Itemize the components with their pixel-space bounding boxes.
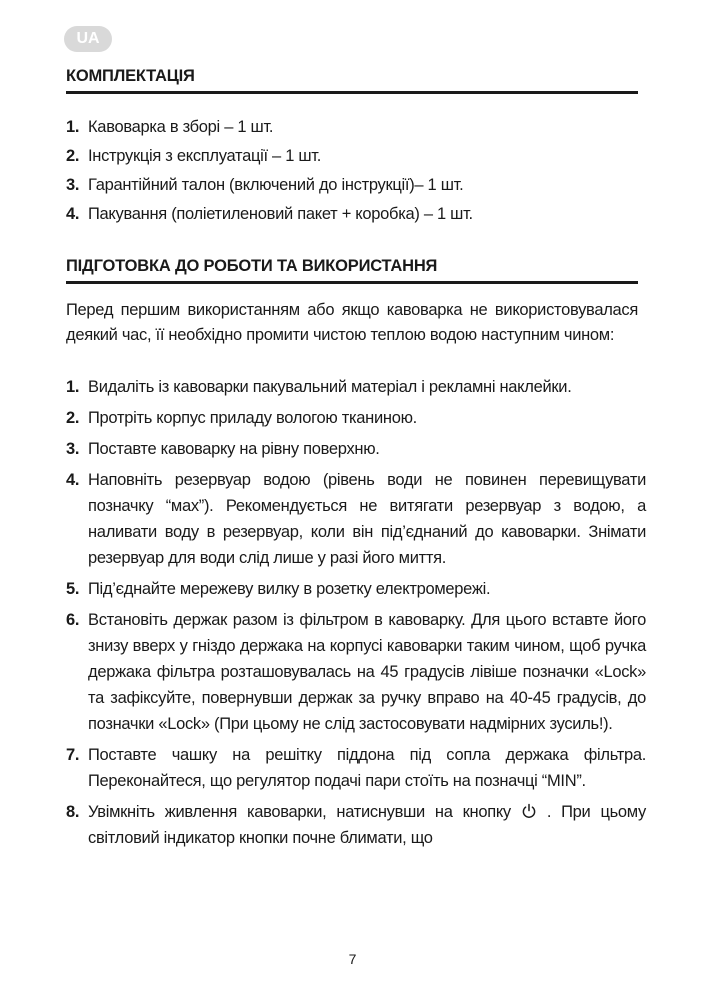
list-item [66, 114, 646, 140]
item-number: 2. [66, 409, 80, 427]
item-text: Гарантійний талон (включений до інструкції)– 1 шт. [88, 176, 464, 194]
item-number: 1. [66, 378, 80, 396]
item-text: Встановіть держак разом із фільтром в кавоварку. Для цього вставте його знизу вверх у гніздо держака на корпусі кавоварки таким чином, щоб ручка держака фільтра розташовувалась на 45 градусів лівіше позначки «Lock» та зафіксуйте, повернувши держак за ручку вправо на 40-45 градусів, до позначки «Lock» (При цьому не слід застосовувати надмірних зусиль!). [88, 611, 646, 733]
list-item [66, 467, 646, 571]
list-item [66, 405, 646, 431]
power-icon [521, 801, 537, 817]
item-text: Кавоварка в зборі – 1 шт. [88, 118, 274, 136]
list-item [66, 799, 646, 851]
list-item [66, 143, 646, 169]
list-item [66, 742, 646, 794]
item-number: 8. [66, 803, 80, 821]
item-number: 3. [66, 440, 80, 458]
item-number: 4. [66, 205, 80, 223]
item-number: 1. [66, 118, 80, 136]
list-item [66, 201, 646, 227]
item-text: Наповніть резервуар водою (рівень води не повинен перевищувати позначку “мах”). Рекомендується не витягати резервуар з водою, а наливати воду в резервуар, коли він під’єднаний до кавоварки. Знімати резервуар для води слід лише у разі його миття. [88, 471, 646, 567]
item-number: 4. [66, 471, 80, 489]
preparation-steps-list [66, 374, 646, 856]
item-text: Пакування (поліетиленовий пакет + коробка) – 1 шт. [88, 205, 473, 223]
list-item [66, 172, 646, 198]
section-title-preparation: ПІДГОТОВКА ДО РОБОТИ ТА ВИКОРИСТАННЯ [66, 256, 638, 284]
list-item [66, 576, 646, 602]
item-number: 6. [66, 611, 80, 629]
item-number: 5. [66, 580, 80, 598]
item-text: Під’єднайте мережеву вилку в розетку електромережі. [88, 580, 491, 598]
section-title-contents: КОМПЛЕКТАЦІЯ [66, 66, 638, 94]
list-item [66, 436, 646, 462]
language-badge: UA [64, 26, 112, 52]
page-number: 7 [348, 951, 357, 967]
item-text: Увімкніть живлення кавоварки, натиснувши на кнопку [88, 803, 511, 821]
intro-paragraph: Перед першим використанням або якщо кавоварка не використовувалася деякий час, її необхідно промити чистою теплою водою наступним чином: [66, 301, 638, 344]
item-text: Видаліть із кавоварки пакувальний матеріал і рекламні наклейки. [88, 378, 572, 396]
item-text: Протріть корпус приладу вологою тканиною. [88, 409, 417, 427]
list-item [66, 607, 646, 737]
contents-list [66, 114, 646, 230]
item-number: 7. [66, 746, 80, 764]
item-text: Поставте кавоварку на рівну поверхню. [88, 440, 380, 458]
item-number: 2. [66, 147, 80, 165]
item-text-continued: . При цьому світловий індикатор кнопки почне блимати, що [88, 803, 646, 847]
item-text: Поставте чашку на решітку піддона під сопла держака фільтра. Переконайтеся, що регулятор подачі пари стоїть на позначці “MIN”. [88, 746, 646, 790]
list-item [66, 374, 646, 400]
item-number: 3. [66, 176, 80, 194]
item-text: Інструкція з експлуатації – 1 шт. [88, 147, 322, 165]
